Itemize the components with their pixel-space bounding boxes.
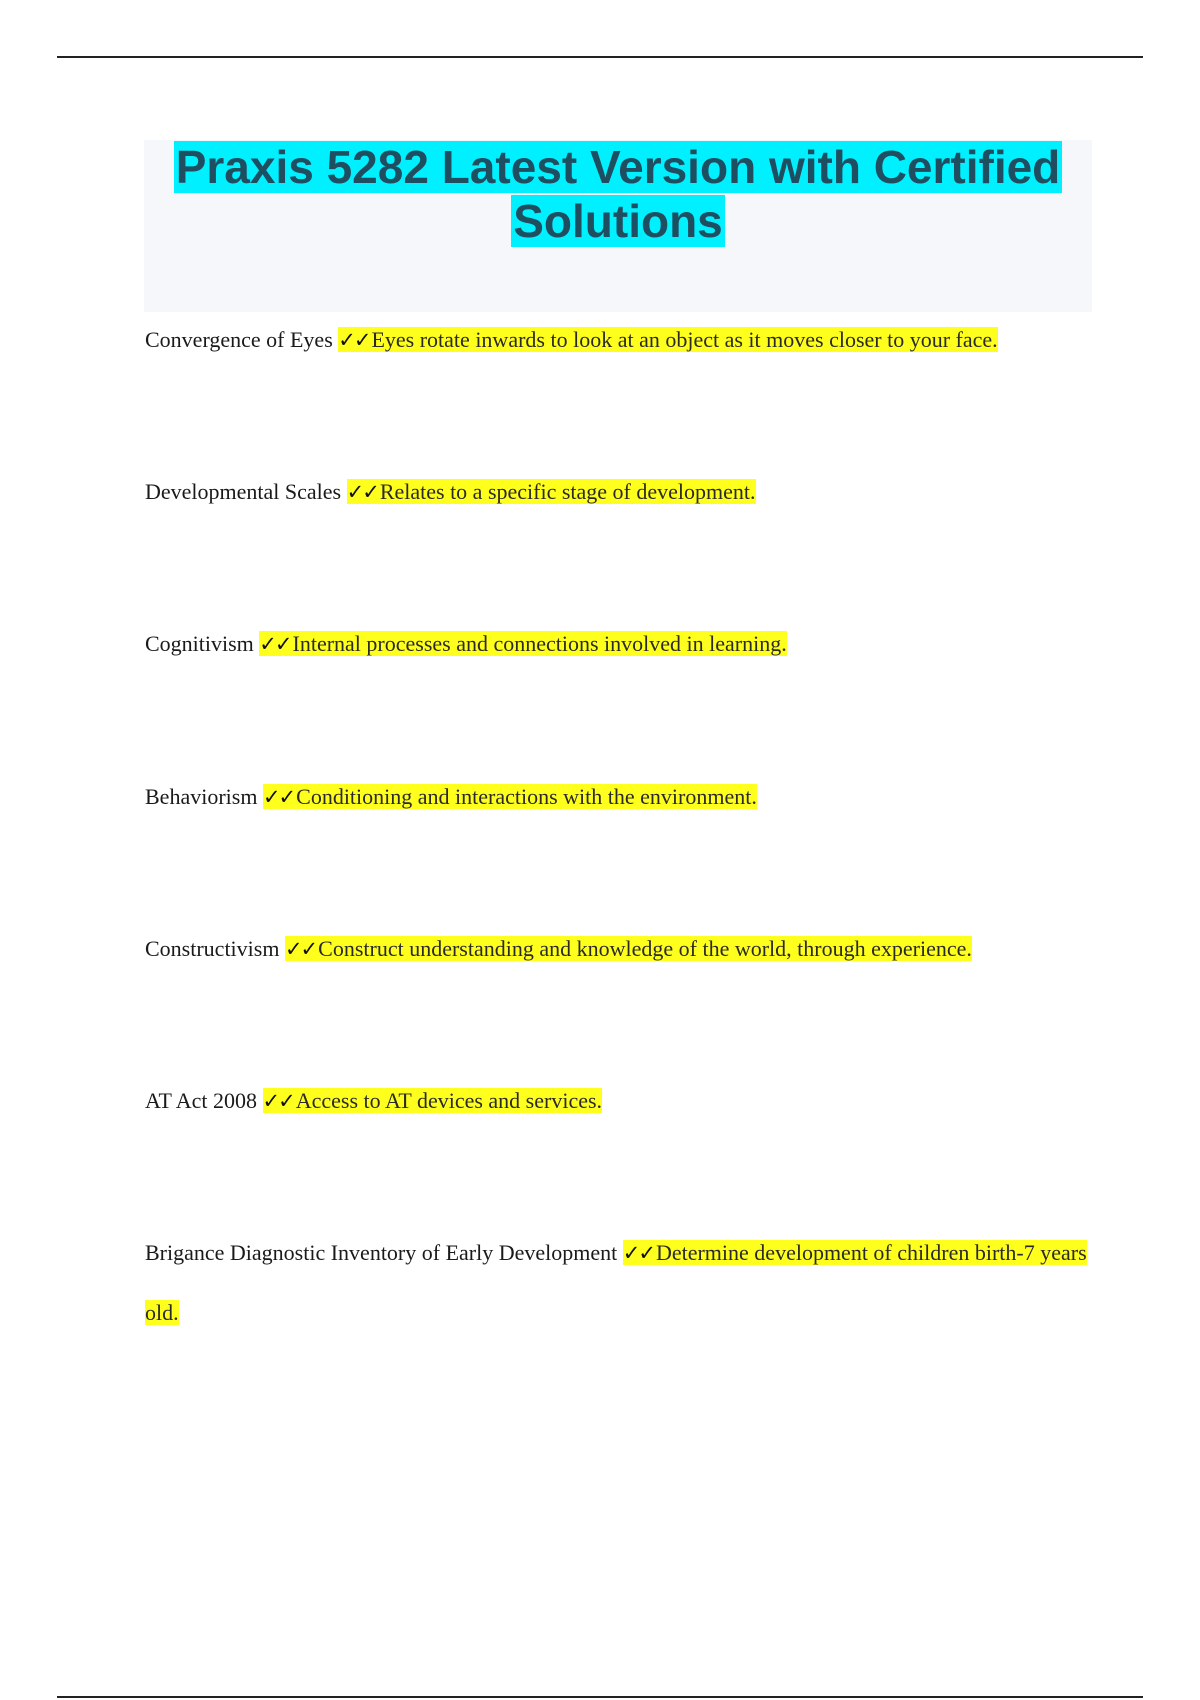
header-rule (57, 56, 1143, 58)
double-check-icon: ✓✓ (262, 785, 295, 809)
double-check-icon: ✓✓ (338, 328, 370, 352)
footer-rule (57, 1696, 1143, 1698)
entry-term: Behaviorism (145, 784, 258, 809)
double-check-icon: ✓✓ (346, 480, 378, 504)
entry-answer (263, 784, 757, 809)
double-check-icon: ✓✓ (284, 937, 317, 961)
entry-term: Cognitivism (145, 631, 254, 656)
qa-entry (145, 310, 1095, 370)
document-title (144, 140, 1092, 248)
entry-definition: Access to AT devices and services. (295, 1088, 603, 1113)
qa-entry (145, 614, 1095, 674)
entry-answer (259, 631, 786, 656)
entry-definition: Conditioning and interactions with the environment. (296, 784, 757, 809)
entry-term: Constructivism (145, 936, 280, 961)
entry-term: Developmental Scales (145, 479, 342, 504)
entry-term: Convergence of Eyes (145, 327, 333, 352)
qa-entry (145, 767, 1095, 827)
entry-answer (285, 936, 972, 961)
entry-definition: Eyes rotate inwards to look at an object as it moves closer to your face. (371, 327, 998, 352)
entry-term: Brigance Diagnostic Inventory of Early Development (145, 1240, 618, 1265)
entry-definition: Determine development of children birth-7 years old. (145, 1240, 1087, 1325)
entry-definition: Internal processes and connections involved in learning. (292, 631, 787, 656)
qa-entry (145, 919, 1095, 979)
qa-entry (145, 462, 1095, 522)
qa-entry (145, 1223, 1095, 1343)
entry-answer (338, 327, 997, 352)
entry-term: AT Act 2008 (145, 1088, 258, 1113)
entry-answer (263, 1088, 602, 1113)
entry-definition: Construct understanding and knowledge of the world, through experience. (318, 936, 972, 961)
entry-definition: Relates to a specific stage of development. (379, 479, 756, 504)
title-block (144, 140, 1092, 312)
document-title-text: Praxis 5282 Latest Version with Certified Solutions (175, 141, 1061, 247)
double-check-icon: ✓✓ (622, 1241, 654, 1265)
double-check-icon: ✓✓ (259, 632, 291, 656)
double-check-icon: ✓✓ (262, 1089, 294, 1113)
entry-answer (347, 479, 756, 504)
qa-entry (145, 1071, 1095, 1131)
